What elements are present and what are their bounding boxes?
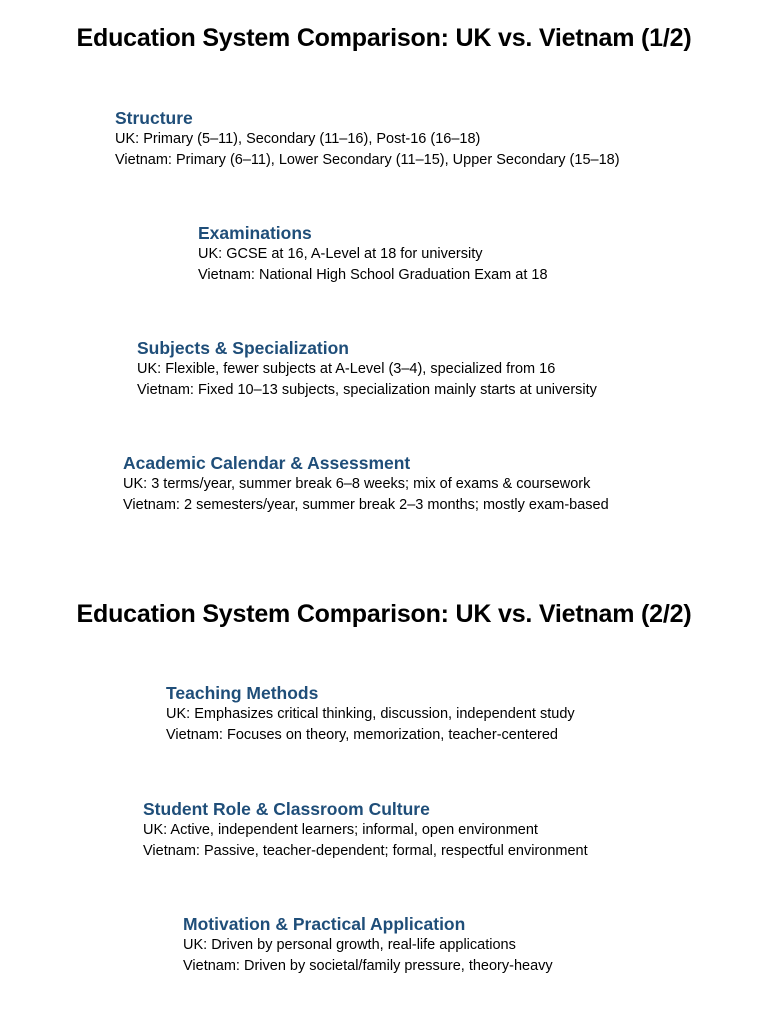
section-heading: Motivation & Practical Application	[183, 914, 466, 934]
section-academic-calendar-assessment	[123, 452, 609, 515]
vietnam-description: Vietnam: Fixed 10–13 subjects, specialization mainly starts at university	[137, 381, 597, 398]
vietnam-description: Vietnam: Focuses on theory, memorization, teacher-centered	[166, 726, 558, 743]
uk-description: UK: Active, independent learners; informal, open environment	[143, 822, 538, 838]
section-motivation-practical-application	[183, 913, 553, 976]
uk-description: UK: Flexible, fewer subjects at A-Level (3–4), specialized from 16	[137, 361, 556, 377]
uk-description: UK: Emphasizes critical thinking, discussion, independent study	[166, 706, 575, 722]
uk-description: UK: Driven by personal growth, real-life applications	[183, 937, 516, 953]
vietnam-description: Vietnam: 2 semesters/year, summer break 2–3 months; mostly exam-based	[123, 496, 609, 513]
section-heading: Academic Calendar & Assessment	[123, 453, 411, 473]
vietnam-description: Vietnam: Primary (6–11), Lower Secondary (11–15), Upper Secondary (15–18)	[115, 151, 620, 168]
vietnam-description: Vietnam: National High School Graduation Exam at 18	[198, 266, 548, 283]
section-examinations	[198, 222, 548, 285]
uk-description: UK: Primary (5–11), Secondary (11–16), Post-16 (16–18)	[115, 131, 481, 147]
section-heading: Teaching Methods	[166, 683, 319, 703]
section-structure	[115, 107, 620, 170]
page-title-part-2: Education System Comparison: UK vs. Vietnam (2/2)	[76, 600, 692, 628]
section-student-role-classroom-culture	[143, 798, 588, 861]
section-heading: Subjects & Specialization	[137, 338, 349, 358]
vietnam-description: Vietnam: Driven by societal/family pressure, theory-heavy	[183, 957, 553, 974]
section-heading: Examinations	[198, 223, 312, 243]
uk-description: UK: GCSE at 16, A-Level at 18 for university	[198, 246, 483, 262]
section-heading: Structure	[115, 108, 193, 128]
page-title-part-1: Education System Comparison: UK vs. Vietnam (1/2)	[76, 24, 692, 52]
section-heading: Student Role & Classroom Culture	[143, 799, 430, 819]
section-teaching-methods	[166, 682, 575, 745]
vietnam-description: Vietnam: Passive, teacher-dependent; formal, respectful environment	[143, 842, 588, 859]
uk-description: UK: 3 terms/year, summer break 6–8 weeks; mix of exams & coursework	[123, 476, 591, 492]
section-subjects-specialization	[137, 337, 597, 400]
